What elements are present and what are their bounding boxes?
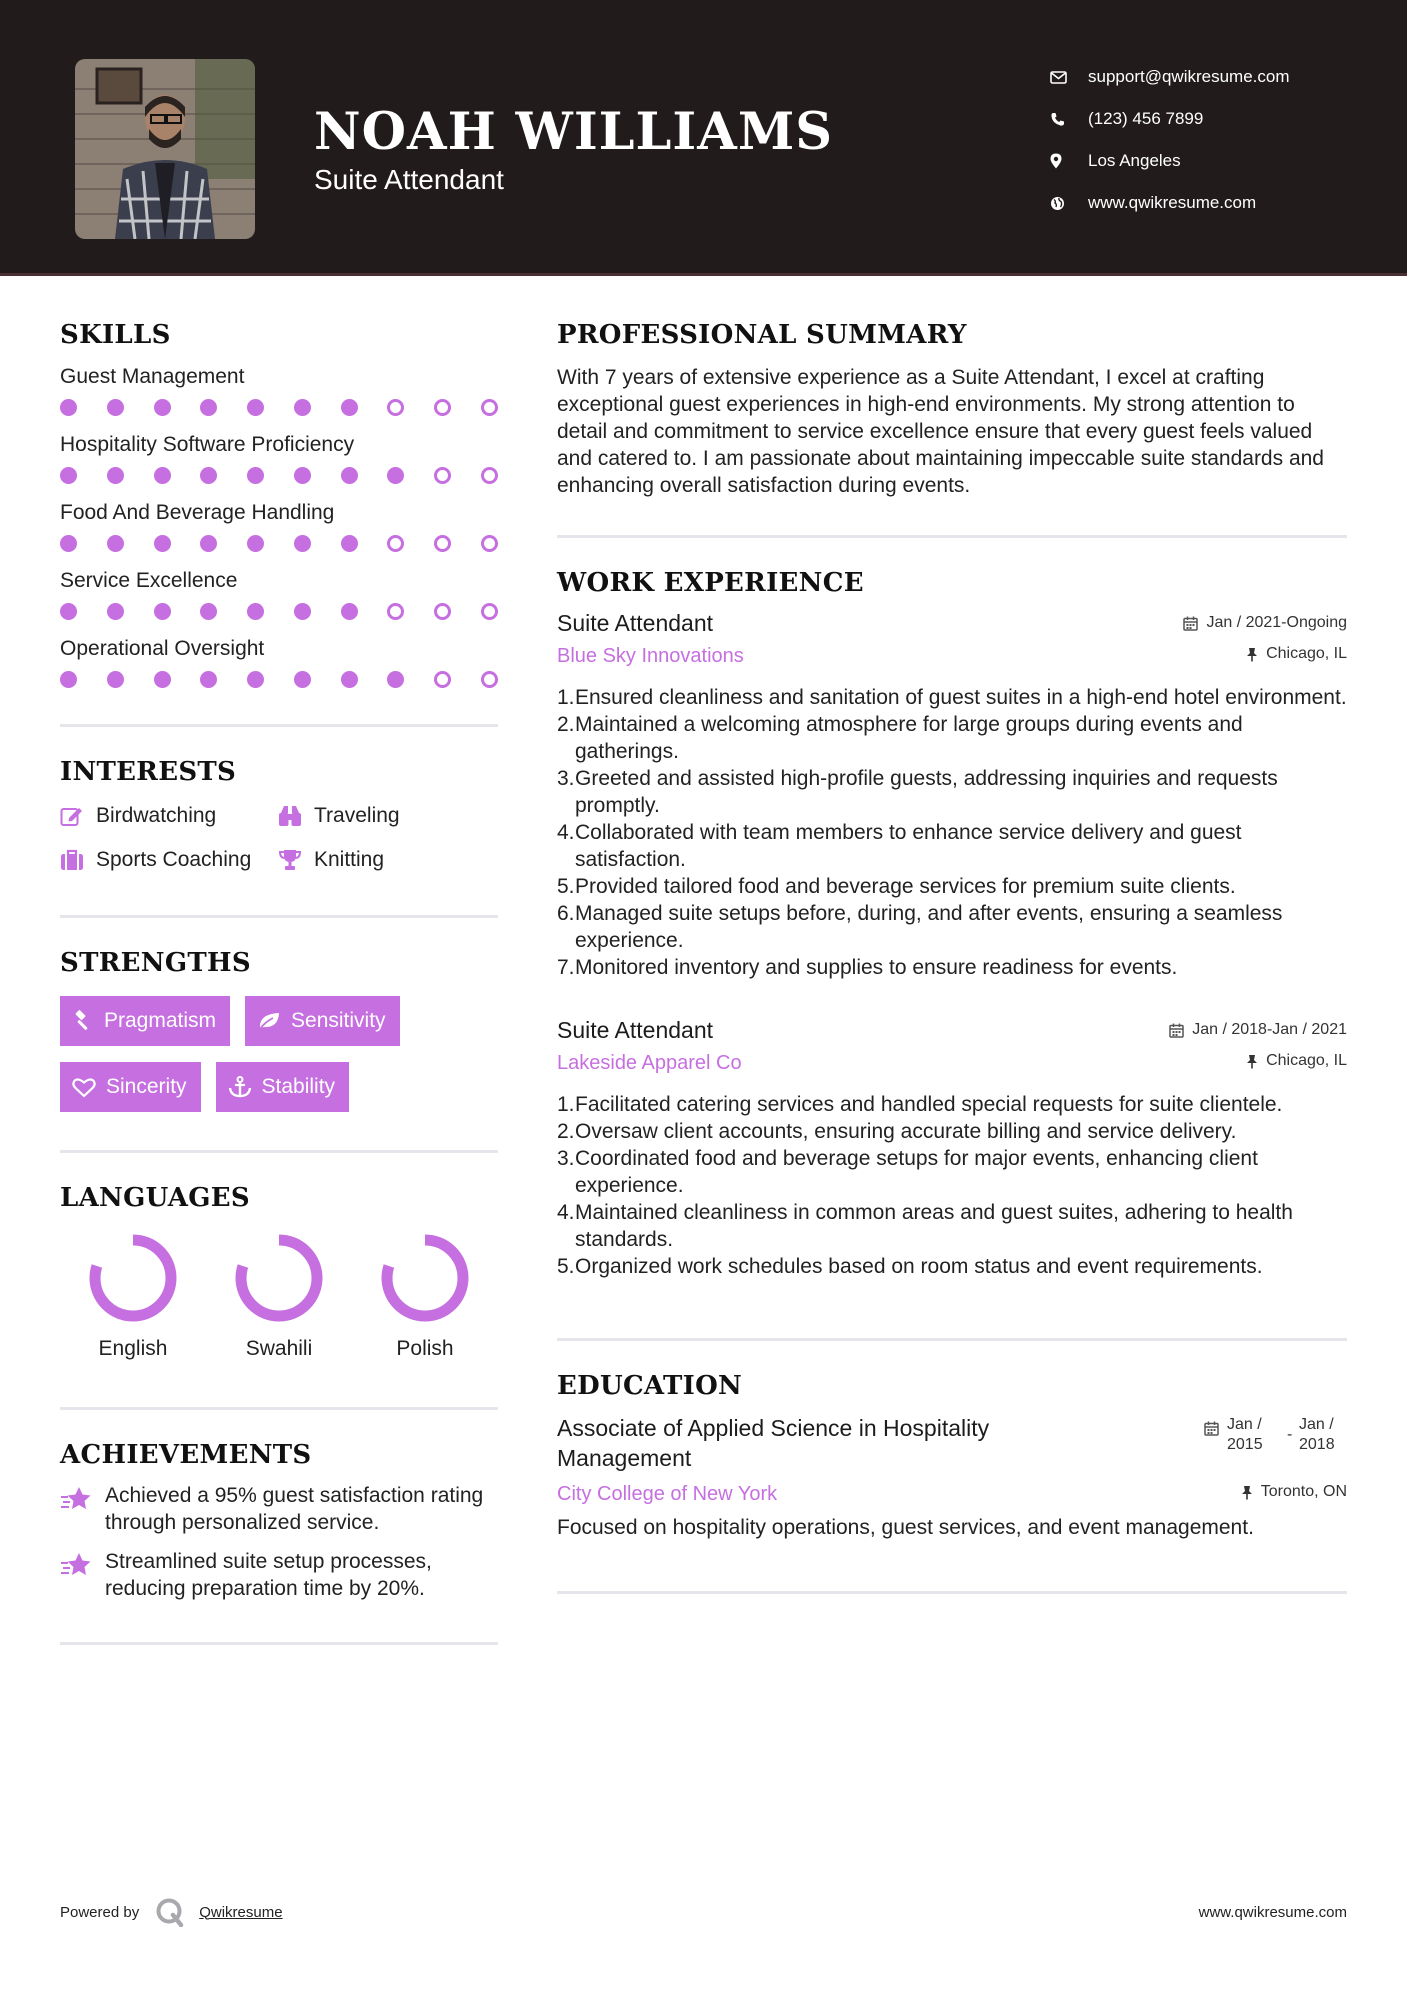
rating-dot-empty	[481, 467, 498, 484]
company-name: Blue Sky Innovations	[557, 645, 744, 667]
contact-phone[interactable]	[1050, 98, 1290, 140]
list-item	[557, 900, 1347, 954]
list-item	[557, 954, 1347, 981]
qwikresume-logo-icon	[155, 1897, 185, 1927]
location-pin-icon	[1050, 153, 1088, 169]
interests-section	[60, 757, 498, 875]
list-item	[557, 765, 1347, 819]
pushpin-icon	[1246, 1054, 1258, 1069]
strength-tag	[216, 1062, 350, 1112]
job-title: Suite Attendant	[557, 1017, 714, 1043]
education-end-date: Jan / 2018	[1299, 1416, 1335, 1453]
rating-dot-filled	[60, 535, 77, 552]
contact-location	[1050, 140, 1290, 182]
job-bullets	[557, 1091, 1347, 1280]
summary-title: PROFESSIONAL SUMMARY	[557, 320, 967, 350]
summary-text: With 7 years of extensive experience as a Suite Attendant, I excel at crafting exceptional guest experiences in high-end environments. My strong attention to detail and commitment to service excellence ensure that every guest feels valued and catered to. I am passionate about maintaining impeccable suite standards and enhancing overall satisfaction during events.	[557, 366, 1324, 497]
rating-dot-filled	[294, 399, 311, 416]
job-entry	[557, 1017, 1347, 1280]
interest-item	[278, 801, 498, 831]
powered-by	[60, 1897, 283, 1927]
list-item	[557, 873, 1347, 900]
skills-section	[60, 320, 498, 688]
list-number: 3.	[557, 767, 575, 790]
skill-rating	[60, 399, 498, 416]
language-name: Polish	[396, 1337, 454, 1360]
language-item	[352, 1233, 498, 1361]
education-start-date: Jan / 2015	[1227, 1416, 1263, 1453]
list-item-text: Provided tailored food and beverage services for premium suite clients.	[575, 875, 1236, 898]
education-location	[1241, 1483, 1347, 1501]
job-subhead	[557, 1052, 1347, 1075]
list-item-text: Organized work schedules based on room status and event requirements.	[575, 1255, 1263, 1278]
star-icon	[60, 1548, 105, 1602]
list-item	[557, 1145, 1347, 1199]
briefcase-icon	[60, 849, 96, 871]
education-subhead	[557, 1483, 1347, 1506]
skills-title: SKILLS	[60, 320, 171, 350]
rating-dot-empty	[434, 467, 451, 484]
rating-dot-filled	[107, 399, 124, 416]
interest-item	[278, 845, 498, 875]
rating-dot-filled	[341, 603, 358, 620]
rating-dot-filled	[200, 535, 217, 552]
right-column	[557, 320, 1347, 1594]
rating-dot-filled	[247, 603, 264, 620]
job-dates	[1183, 614, 1347, 632]
list-number: 1.	[557, 686, 575, 709]
strength-tag	[60, 1062, 201, 1112]
job-location-text: Chicago, IL	[1266, 1052, 1347, 1069]
rating-dot-filled	[294, 535, 311, 552]
rating-dot-filled	[154, 535, 171, 552]
section-divider	[60, 1407, 498, 1410]
rating-dot-filled	[341, 671, 358, 688]
rating-dot-filled	[60, 603, 77, 620]
language-item	[206, 1233, 352, 1361]
list-item	[557, 684, 1347, 711]
list-item	[557, 1118, 1347, 1145]
interest-label: Traveling	[314, 804, 400, 827]
strengths-list	[60, 996, 498, 1112]
anchor-icon	[228, 1076, 252, 1098]
skill-rating	[60, 467, 498, 484]
pushpin-icon	[1241, 1485, 1253, 1500]
rating-dot-filled	[154, 671, 171, 688]
list-number: 6.	[557, 902, 575, 925]
list-item	[557, 1253, 1347, 1280]
rating-dot-empty	[434, 399, 451, 416]
achievements-title: ACHIEVEMENTS	[60, 1440, 312, 1470]
list-item-text: Maintained cleanliness in common areas and guest suites, adhering to health standards.	[575, 1201, 1293, 1251]
candidate-name: NOAH WILLIAMS	[314, 102, 834, 162]
list-number: 5.	[557, 1255, 575, 1278]
skill-name: Food And Beverage Handling	[60, 501, 335, 524]
school-name: City College of New York	[557, 1483, 778, 1505]
strengths-section	[60, 948, 498, 1112]
trophy-icon	[278, 849, 314, 871]
interests-list	[60, 801, 498, 875]
section-divider	[557, 1338, 1347, 1341]
rating-dot-filled	[60, 671, 77, 688]
achievement-item	[60, 1482, 498, 1536]
rating-dot-filled	[154, 467, 171, 484]
job-entry	[557, 610, 1347, 981]
list-item-text: Facilitated catering services and handled special requests for suite clientele.	[575, 1093, 1283, 1116]
calendar-icon	[1183, 616, 1198, 631]
summary-section	[557, 320, 1347, 499]
skills-list	[60, 362, 498, 688]
rating-dot-filled	[60, 399, 77, 416]
rating-dot-filled	[107, 603, 124, 620]
rating-dot-filled	[341, 399, 358, 416]
list-number: 2.	[557, 1120, 575, 1143]
rating-dot-filled	[200, 603, 217, 620]
job-subhead	[557, 645, 1347, 668]
strength-label: Pragmatism	[104, 1009, 217, 1032]
list-item	[557, 819, 1347, 873]
date-separator: -	[1287, 1426, 1293, 1443]
education-location-text: Toronto, ON	[1260, 1483, 1347, 1500]
rating-dot-filled	[294, 603, 311, 620]
rating-dot-filled	[387, 671, 404, 688]
calendar-icon	[1169, 1023, 1184, 1038]
language-name: Swahili	[245, 1337, 313, 1360]
experience-title: WORK EXPERIENCE	[557, 568, 864, 598]
section-divider	[60, 915, 498, 918]
binoculars-icon	[278, 805, 314, 827]
list-number: 2.	[557, 713, 575, 736]
skill-rating	[60, 603, 498, 620]
language-name: English	[98, 1337, 168, 1360]
rating-dot-filled	[154, 399, 171, 416]
rating-dot-filled	[341, 467, 358, 484]
rating-dot-empty	[481, 399, 498, 416]
rating-dot-empty	[387, 399, 404, 416]
rating-dot-empty	[434, 671, 451, 688]
calendar-icon	[1204, 1421, 1219, 1436]
list-item-text: Maintained a welcoming atmosphere for large groups during events and gatherings.	[575, 713, 1243, 763]
star-icon	[60, 1482, 105, 1536]
education-section	[557, 1371, 1347, 1541]
interest-item	[60, 801, 278, 831]
interest-item	[60, 845, 278, 875]
rating-dot-filled	[200, 399, 217, 416]
language-level-ring	[234, 1233, 324, 1323]
languages-title: LANGUAGES	[60, 1183, 250, 1213]
interest-label: Birdwatching	[96, 804, 217, 827]
rating-dot-empty	[481, 603, 498, 620]
strength-tag	[245, 996, 400, 1046]
job-location	[1246, 645, 1347, 663]
achievement-text: Streamlined suite setup processes, reducing preparation time by 20%.	[105, 1550, 432, 1600]
interest-label: Knitting	[314, 848, 385, 871]
languages-section	[60, 1183, 498, 1361]
section-divider	[557, 535, 1347, 538]
job-title: Suite Attendant	[557, 610, 714, 636]
profile-photo	[75, 59, 255, 239]
skill-rating	[60, 535, 498, 552]
rating-dot-empty	[481, 671, 498, 688]
phone-icon	[1050, 112, 1088, 127]
section-divider	[60, 1642, 498, 1645]
rating-dot-filled	[294, 467, 311, 484]
job-location	[1246, 1052, 1347, 1070]
skill-name: Hospitality Software Proficiency	[60, 433, 355, 456]
resume-header	[0, 0, 1407, 276]
powered-by-text: Powered by	[60, 1903, 140, 1921]
brand-link[interactable]: Qwikresume	[199, 1903, 283, 1921]
contact-list	[1050, 56, 1290, 224]
interest-label: Sports Coaching	[96, 848, 252, 871]
achievement-text: Achieved a 95% guest satisfaction rating through personalized service.	[105, 1484, 484, 1534]
list-item	[557, 1091, 1347, 1118]
list-item-text: Ensured cleanliness and sanitation of guest suites in a high-end hotel environment.	[575, 686, 1347, 709]
contact-phone-text: (123) 456 7899	[1088, 109, 1204, 128]
left-column	[60, 320, 498, 1645]
rating-dot-empty	[434, 603, 451, 620]
job-head	[557, 1017, 1347, 1044]
strength-label: Sincerity	[106, 1075, 187, 1098]
skill-name: Operational Oversight	[60, 637, 265, 660]
strengths-title: STRENGTHS	[60, 948, 251, 978]
globe-icon	[1050, 196, 1088, 211]
candidate-title: Suite Attendant	[314, 164, 504, 195]
skill-rating	[60, 671, 498, 688]
footer-url[interactable]: www.qwikresume.com	[1198, 1903, 1347, 1921]
heart-icon	[72, 1077, 96, 1098]
strength-tag	[60, 996, 230, 1046]
rating-dot-filled	[200, 467, 217, 484]
jobs-list	[557, 610, 1347, 1280]
rating-dot-filled	[247, 535, 264, 552]
language-level-ring	[88, 1233, 178, 1323]
rating-dot-filled	[107, 535, 124, 552]
strength-label: Stability	[261, 1075, 336, 1098]
education-title: EDUCATION	[557, 1371, 743, 1401]
education-head	[557, 1413, 1347, 1473]
job-location-text: Chicago, IL	[1266, 645, 1347, 662]
strength-label: Sensitivity	[291, 1009, 386, 1032]
rating-dot-filled	[294, 671, 311, 688]
list-number: 5.	[557, 875, 575, 898]
contact-email[interactable]	[1050, 56, 1290, 98]
achievement-item	[60, 1548, 498, 1602]
page-footer	[60, 1897, 1347, 1927]
language-level-ring	[380, 1233, 470, 1323]
interests-title: INTERESTS	[60, 757, 237, 787]
contact-website[interactable]	[1050, 182, 1290, 224]
list-item-text: Monitored inventory and supplies to ensure readiness for events.	[575, 956, 1178, 979]
job-date-text: Jan / 2018-Jan / 2021	[1192, 1021, 1347, 1038]
list-item	[557, 1199, 1347, 1253]
company-name: Lakeside Apparel Co	[557, 1052, 742, 1074]
rating-dot-empty	[481, 535, 498, 552]
degree-title: Associate of Applied Science in Hospitality Management	[557, 1415, 990, 1471]
rating-dot-empty	[434, 535, 451, 552]
list-item-text: Greeted and assisted high-profile guests, addressing inquiries and requests promptly.	[575, 767, 1278, 817]
rating-dot-empty	[387, 535, 404, 552]
rating-dot-filled	[107, 671, 124, 688]
leaf-icon	[257, 1011, 281, 1031]
education-description: Focused on hospitality operations, guest services, and event management.	[557, 1516, 1254, 1539]
list-number: 4.	[557, 1201, 575, 1224]
job-head	[557, 610, 1347, 637]
list-item-text: Managed suite setups before, during, and after events, ensuring a seamless experience.	[575, 902, 1283, 952]
language-item	[60, 1233, 206, 1361]
section-divider	[60, 724, 498, 727]
experience-section	[557, 568, 1347, 1280]
rating-dot-filled	[341, 535, 358, 552]
contact-email-text: support@qwikresume.com	[1088, 67, 1290, 86]
list-number: 7.	[557, 956, 575, 979]
rating-dot-filled	[247, 671, 264, 688]
job-dates	[1169, 1021, 1347, 1039]
skill-name: Service Excellence	[60, 569, 238, 592]
job-bullets	[557, 684, 1347, 981]
envelope-icon	[1050, 71, 1088, 84]
list-item-text: Collaborated with team members to enhance service delivery and guest satisfaction.	[575, 821, 1242, 871]
list-number: 3.	[557, 1147, 575, 1170]
rating-dot-empty	[387, 603, 404, 620]
list-item	[557, 711, 1347, 765]
pencil-square-icon	[60, 805, 96, 827]
rating-dot-filled	[247, 467, 264, 484]
section-divider	[60, 1150, 498, 1153]
gavel-icon	[72, 1010, 94, 1032]
list-number: 4.	[557, 821, 575, 844]
list-number: 1.	[557, 1093, 575, 1116]
job-date-text: Jan / 2021-Ongoing	[1206, 614, 1347, 631]
rating-dot-filled	[247, 399, 264, 416]
section-divider	[557, 1591, 1347, 1594]
rating-dot-filled	[60, 467, 77, 484]
rating-dot-filled	[387, 467, 404, 484]
achievements-section	[60, 1440, 498, 1602]
education-dates	[1204, 1415, 1347, 1455]
languages-list	[60, 1233, 498, 1361]
rating-dot-filled	[200, 671, 217, 688]
rating-dot-filled	[154, 603, 171, 620]
skill-name: Guest Management	[60, 365, 245, 388]
pushpin-icon	[1246, 647, 1258, 662]
contact-website-text: www.qwikresume.com	[1088, 193, 1257, 212]
contact-location-text: Los Angeles	[1088, 151, 1181, 170]
rating-dot-filled	[107, 467, 124, 484]
list-item-text: Coordinated food and beverage setups for major events, enhancing client experience.	[575, 1147, 1258, 1197]
list-item-text: Oversaw client accounts, ensuring accurate billing and service delivery.	[575, 1120, 1237, 1143]
